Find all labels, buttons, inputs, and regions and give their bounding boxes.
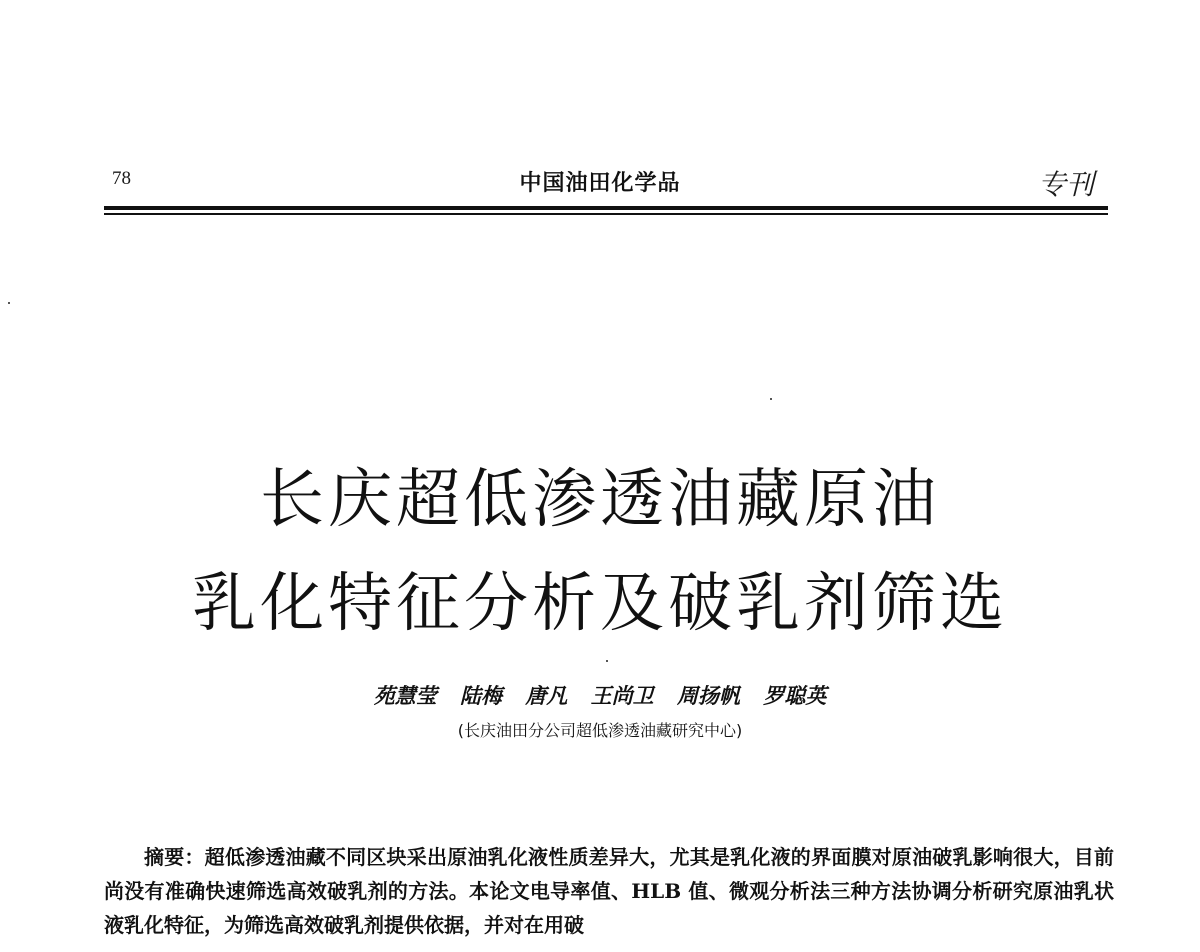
abstract <box>104 840 1114 942</box>
abstract-text: 超低渗透油藏不同区块采出原油乳化液性质差异大，尤其是乳化液的界面膜对原油破乳影响很大，目前尚没有准确快速筛选高效破乳剂的方法。本论文电导率值、HLB 值、微观分析法三种方法协调分析研究原油乳状液乳化特征，为筛选高效破乳剂提供依据，并对在用破 <box>104 845 1115 937</box>
abstract-label: 摘要： <box>144 845 205 869</box>
scan-speck <box>770 398 772 400</box>
page-number: 78 <box>112 168 131 189</box>
article-title-line-1: 长庆超低渗透油藏原油 <box>260 463 940 537</box>
scan-speck <box>606 660 608 662</box>
authors: 苑慧莹 陆梅 唐凡 王尚卫 周扬帆 罗聪英 <box>373 683 827 708</box>
affiliation: (长庆油田分公司超低渗透油藏研究中心) <box>457 721 743 740</box>
article-title-line-2: 乳化特征分析及破乳剂筛选 <box>192 567 1008 641</box>
header-rule-thin <box>104 213 1108 215</box>
journal-name: 中国油田化学品 <box>519 171 681 196</box>
header-rule-thick <box>104 206 1108 210</box>
scan-speck <box>8 302 10 304</box>
issue-tag: 专刊 <box>1037 168 1094 201</box>
